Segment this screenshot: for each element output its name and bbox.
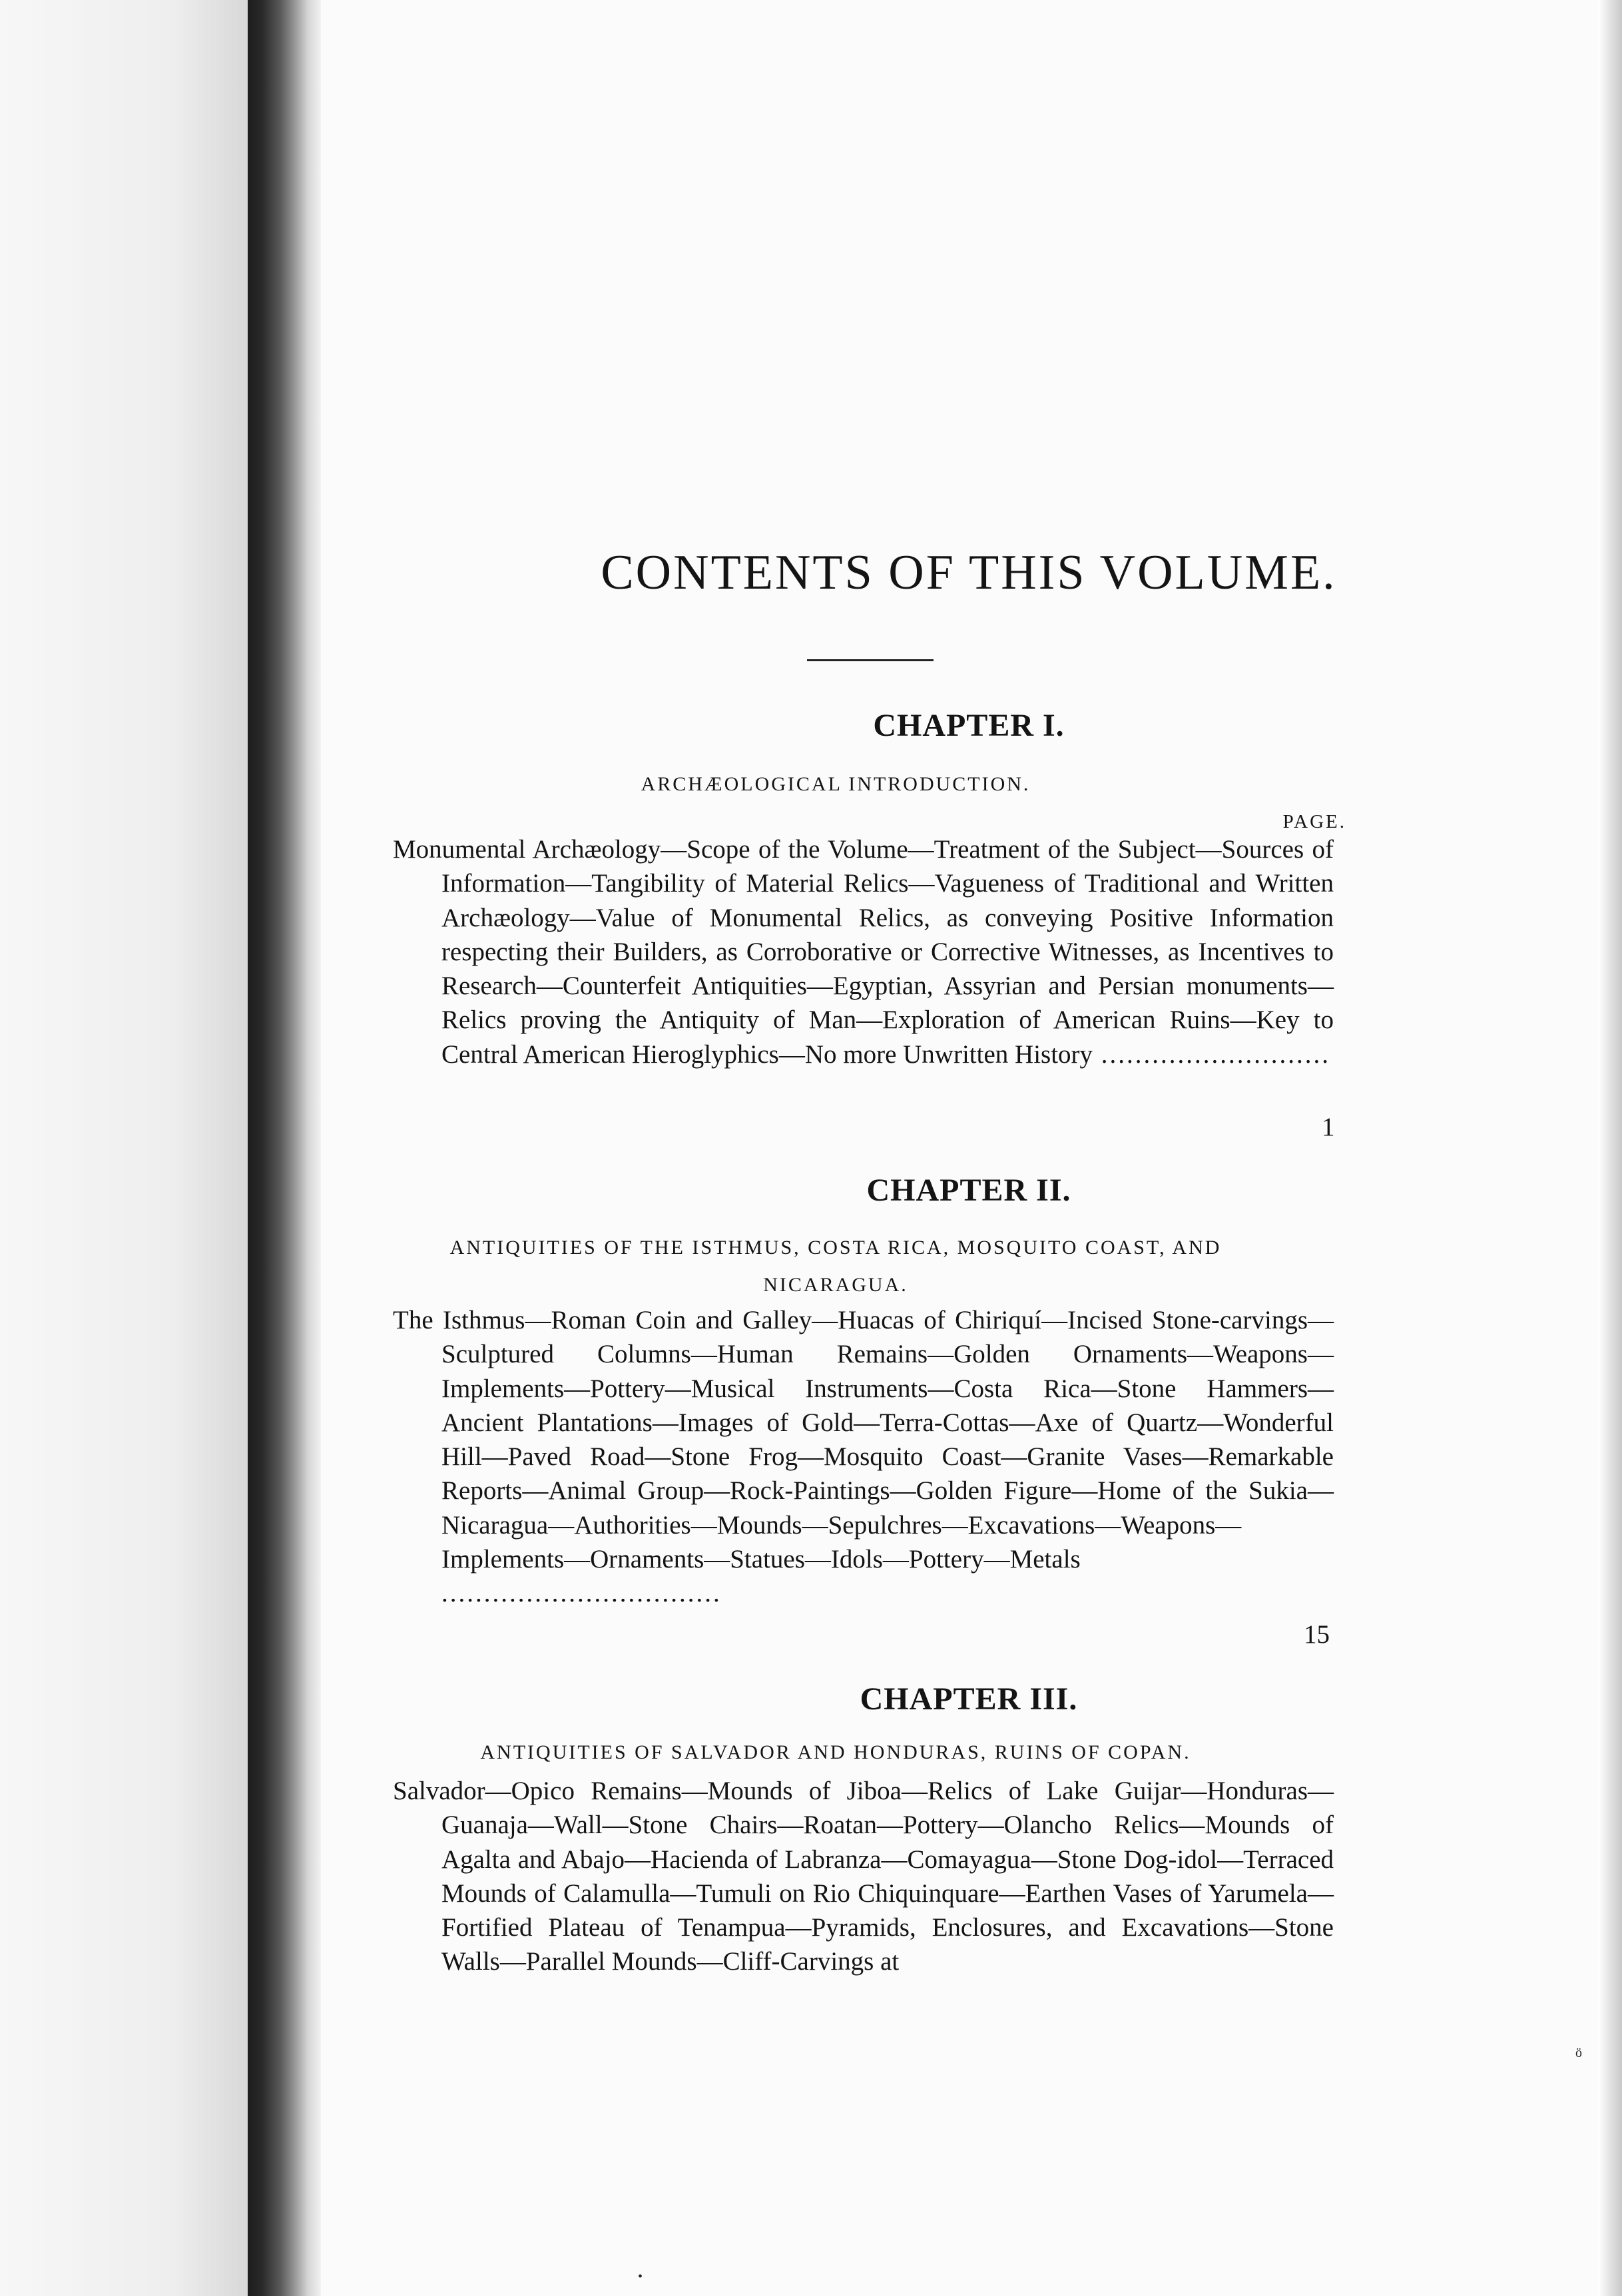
dot-leader: ................................. — [441, 1579, 722, 1608]
chapter-heading: CHAPTER III. — [860, 1681, 1078, 1717]
chapter-subtitle: ARCHÆOLOGICAL INTRODUCTION. — [641, 773, 1031, 795]
page-number: 1 — [1322, 1113, 1335, 1141]
summary-text: Monumental Archæology—Scope of the Volume—Treatment of the Subject—Sources of Information—Tangibility of Material Relics—Vagueness of Traditional and Written Archæology—Value of Monumental Relics, as conveying Positive Information respecting their Builders, as Corroborative or Corrective Witnesses, as Incentives to Research—Counterfeit Antiquities—Egyptian, Assyrian and Persian monuments—Relics proving the Antiquity of Man—Exploration of American Ruins—Key to Central American Hieroglyphics—No more Unwritten History — [393, 835, 1334, 1069]
chapter-heading: CHAPTER II. — [866, 1173, 1071, 1208]
page-title: CONTENTS OF THIS VOLUME. — [601, 545, 1337, 600]
chapter-summary — [393, 832, 1334, 1071]
facing-page — [0, 0, 248, 2296]
page-number: 15 — [1304, 1620, 1330, 1649]
book-gutter — [248, 0, 321, 2296]
chapter-heading: CHAPTER I. — [873, 708, 1065, 743]
page-edge — [1598, 0, 1622, 2296]
chapter-summary — [393, 1303, 1334, 1611]
scan-speck: • — [638, 2269, 643, 2284]
summary-text: The Isthmus—Roman Coin and Galley—Huacas of Chiriquí—Incised Stone-carvings—Sculptured Columns—Human Remains—Golden Ornaments—Weapons—Implements—Pottery—Musical Instruments—Costa Rica—Stone Hammers—Ancient Plantations—Images of Gold—Terra-Cottas—Axe of Quartz—Wonderful Hill—Paved Road—Stone Frog—Mosquito Coast—Granite Vases—Remarkable Reports—Animal Group—Rock-Paintings—Golden Figure—Home of the Sukia—Nicaragua—Authorities—Mounds—Sepulchres—Excavations—Weapons—Implements—Ornaments—Statues—Idols—Pottery—Metals — [393, 1306, 1334, 1574]
page-column-label: PAGE. — [1282, 811, 1346, 832]
chapter-subtitle: ANTIQUITIES OF THE ISTHMUS, COSTA RICA, MOSQUITO COAST, AND NICARAGUA. — [449, 1237, 1222, 1296]
dot-leader: ........................... — [1093, 1039, 1331, 1069]
chapter-subtitle: ANTIQUITIES OF SALVADOR AND HONDURAS, RUINS OF COPAN. — [480, 1741, 1191, 1763]
chapter-summary — [393, 1774, 1334, 1979]
summary-text: Salvador—Opico Remains—Mounds of Jiboa—Relics of Lake Guijar—Honduras—Guanaja—Wall—Stone Chairs—Roatan—Pottery—Olancho Relics—Mounds of Agalta and Abajo—Hacienda of Labranza—Comayagua—Stone Dog-idol—Terraced Mounds of Calamulla—Tumuli on Rio Chiquinquare—Earthen Vases of Yarumela—Fortified Plateau of Tenampua—Pyramids, Enclosures, and Excavations—Stone Walls—Parallel Mounds—Cliff-Carvings at — [393, 1777, 1334, 1976]
scan-speck: ö — [1575, 2046, 1582, 2060]
title-rule — [807, 659, 934, 661]
